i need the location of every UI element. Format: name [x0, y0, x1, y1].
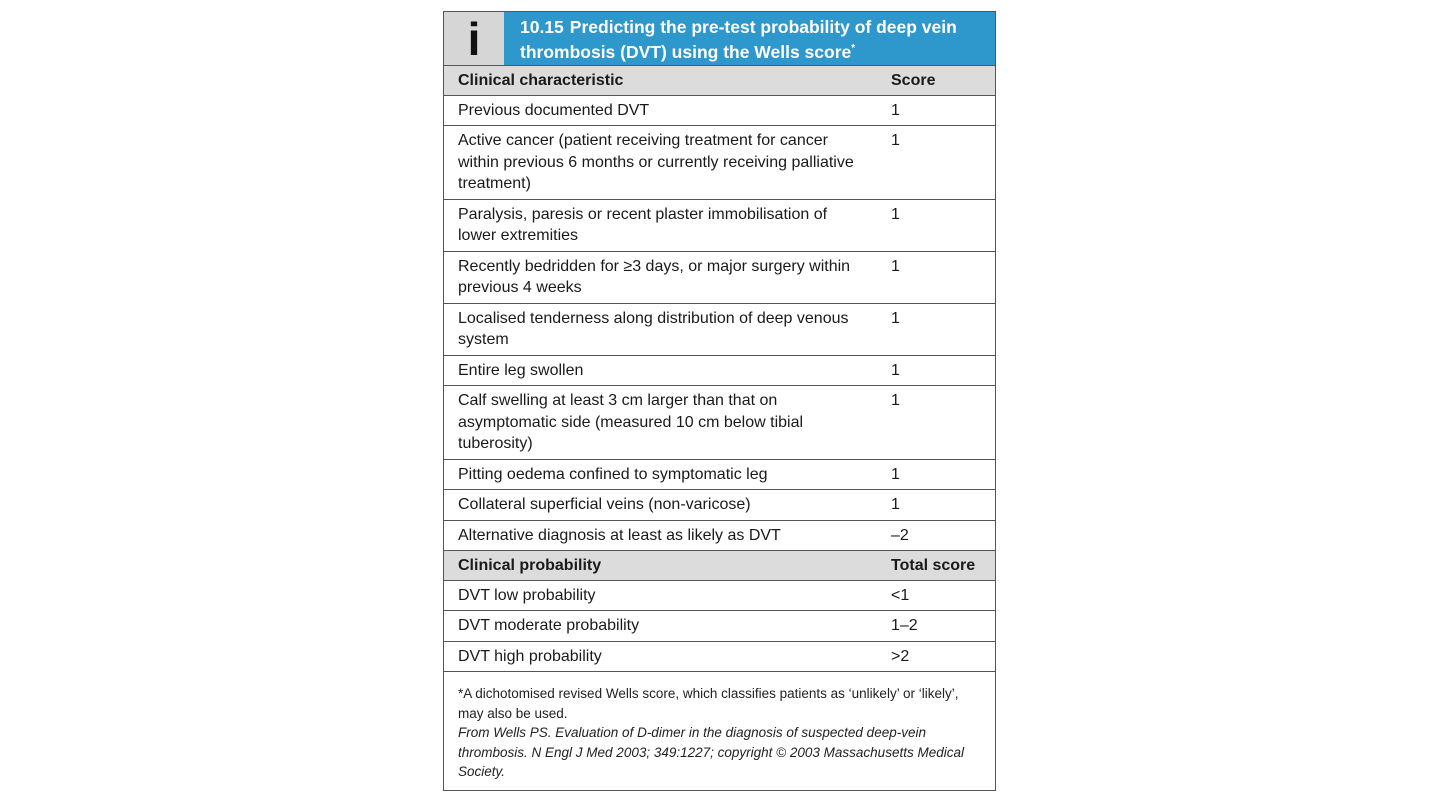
- header-clinical-characteristic: Clinical characteristic: [458, 72, 624, 89]
- characteristic-label: Localised tenderness along distribution of deep venous system: [458, 309, 849, 348]
- characteristic-score: 1: [891, 309, 900, 327]
- box-header: [444, 12, 995, 65]
- header-clinical-probability: Clinical probability: [458, 557, 602, 574]
- table-row: [444, 489, 995, 520]
- characteristics-body: [444, 95, 995, 551]
- characteristic-score: –2: [891, 526, 909, 544]
- table-row: [444, 580, 995, 611]
- header-score: Score: [891, 72, 936, 89]
- box-title: [504, 12, 995, 65]
- probability-body: [444, 580, 995, 672]
- wells-score-table-box: [443, 11, 996, 791]
- characteristic-label: Entire leg swollen: [458, 361, 584, 379]
- characteristic-score: 1: [891, 361, 900, 379]
- table-row: [444, 95, 995, 126]
- characteristic-label: Previous documented DVT: [458, 101, 650, 119]
- table-row: [444, 125, 995, 199]
- characteristic-label: Calf swelling at least 3 cm larger than that on asymptomatic side (measured 10 cm below tibial tuberosity): [458, 392, 804, 452]
- info-icon: i: [444, 12, 504, 65]
- box-title-text: Predicting the pre-test probability of deep vein thrombosis (DVT) using the Wells score: [520, 17, 957, 62]
- header-total-score: Total score: [891, 557, 976, 574]
- probability-score: <1: [891, 586, 910, 604]
- table-row: [444, 610, 995, 641]
- table-row: [444, 199, 995, 251]
- characteristic-score: 1: [891, 465, 900, 483]
- table-row: [444, 355, 995, 386]
- table-row: [444, 459, 995, 490]
- table-row: [444, 303, 995, 355]
- table-row: [444, 520, 995, 551]
- characteristic-label: Collateral superficial veins (non-varicose): [458, 496, 751, 513]
- title-footnote-mark: *: [851, 43, 856, 54]
- characteristic-label: Pitting oedema confined to symptomatic leg: [458, 465, 768, 483]
- characteristic-score: 1: [891, 205, 900, 223]
- characteristic-label: Paralysis, paresis or recent plaster immobilisation of lower extremities: [458, 205, 828, 244]
- probability-label: DVT low probability: [458, 586, 596, 604]
- characteristic-label: Active cancer (patient receiving treatment for cancer within previous 6 months or currently receiving palliative treatment): [458, 132, 854, 192]
- citation: From Wells PS. Evaluation of D-dimer in the diagnosis of suspected deep-vein thrombosis. N Engl J Med 2003; 349:1227; copyright © 2003 Massachusetts Medical Society.: [458, 725, 964, 779]
- characteristic-score: 1: [891, 257, 900, 275]
- characteristic-label: Recently bedridden for ≥3 days, or major surgery within previous 4 weeks: [458, 257, 851, 296]
- characteristics-header-row: [444, 65, 995, 95]
- table-row: [444, 385, 995, 459]
- probability-header-row: [444, 550, 995, 580]
- footnote: *A dichotomised revised Wells score, which classifies patients as ‘unlikely’ or ‘likely’, may also be used.: [458, 686, 959, 721]
- characteristic-score: 1: [891, 392, 900, 409]
- characteristic-score: 1: [891, 101, 900, 119]
- probability-label: DVT high probability: [458, 647, 602, 665]
- characteristic-score: 1: [891, 496, 900, 513]
- table-row: [444, 251, 995, 303]
- probability-label: DVT moderate probability: [458, 617, 640, 634]
- characteristic-score: 1: [891, 132, 900, 149]
- characteristic-label: Alternative diagnosis at least as likely as DVT: [458, 526, 781, 544]
- table-row: [444, 641, 995, 672]
- box-number: 10.15: [520, 17, 564, 37]
- probability-score: >2: [891, 647, 910, 665]
- probability-score: 1–2: [891, 617, 918, 634]
- box-notes: [444, 671, 995, 790]
